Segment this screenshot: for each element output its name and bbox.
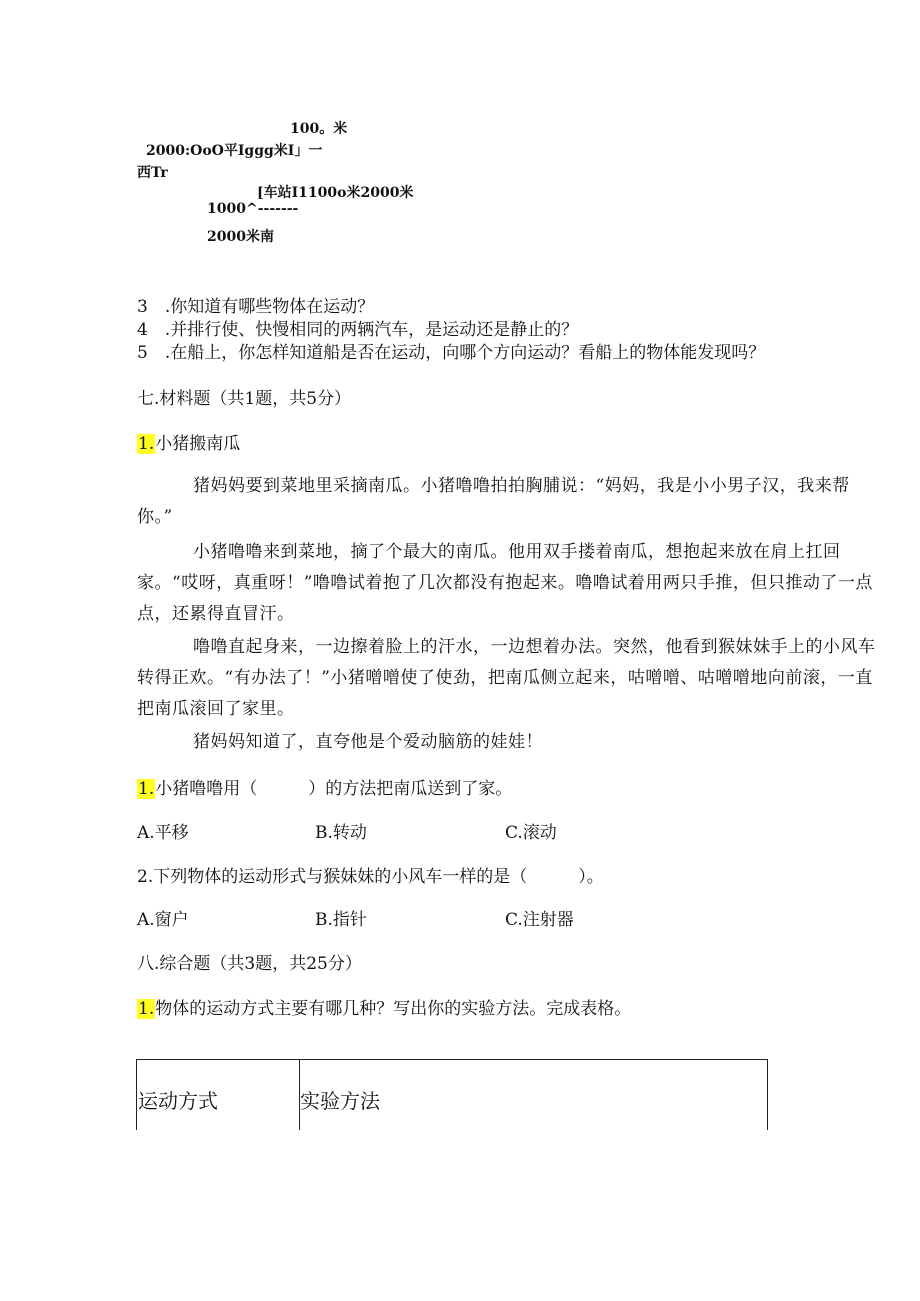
section-7-question-title: [137, 429, 240, 454]
map-label-station: [车站I1100o米2000米: [257, 185, 414, 201]
option-a: A.窗户: [137, 910, 189, 930]
map-label-2000: 2000:OoO平Iggg米I」一: [146, 143, 323, 159]
section-8-heading: 八.综合题（共3题，共25分）: [137, 954, 362, 974]
section-8-question-1: [137, 994, 631, 1019]
option-b: B.指针: [315, 910, 367, 930]
sub-question-2: 2.下列物体的运动形式与猴妹妹的小风车一样的是（ ）。: [137, 867, 604, 887]
question-number-highlight: 1.: [138, 779, 155, 799]
story-paragraph-3: 噜噜直起身来，一边擦着脸上的汗水，一边想着办法。突然，他看到猴妹妹手上的小风车转得正欢。“有办法了！”小猪噌噌使了使劲，把南瓜侧立起来，咕噌噌、咕噌噌地向前滚，一直把南瓜滚回了家里。: [137, 637, 876, 719]
question-number-highlight: 1.: [138, 999, 155, 1019]
option-c: C.注射器: [505, 910, 574, 930]
story-title: 小猪搬南瓜: [155, 434, 241, 454]
section-7-heading: 七.材料题（共1题，共5分）: [137, 389, 352, 409]
sub-question-1: [137, 774, 512, 799]
section-8-question-1-text: 物体的运动方式主要有哪几种？写出你的实验方法。完成表格。: [155, 999, 632, 1019]
table-header-motion-type: 运动方式: [138, 1089, 218, 1113]
map-label-100m: 100。米: [290, 121, 348, 137]
option-b: B.转动: [315, 823, 367, 843]
story-paragraph-4: 猪妈妈知道了，直夸他是个爱动脑筋的娃娃！: [193, 732, 543, 752]
map-label-south: 2000米南: [207, 229, 274, 245]
sub-question-1-text: 小猪噜噜用（ ）的方法把南瓜送到了家。: [155, 779, 513, 799]
option-c: C.滚动: [505, 823, 557, 843]
story-paragraph-2: 小猪噜噜来到菜地，摘了个最大的南瓜。他用双手搂着南瓜，想抱起来放在肩上扛回家。“哎呀，真重呀！”噜噜试着抱了几次都没有抱起来。噜噜试着用两只手推，但只推动了一点点，还累得直冒汗。: [137, 542, 873, 624]
question-4: 4 .并排行使、快慢相同的两辆汽车，是运动还是静止的？: [137, 320, 579, 340]
answer-table: [136, 1059, 768, 1130]
question-5: 5 .在船上，你怎样知道船是否在运动，向哪个方向运动？看船上的物体能发现吗？: [137, 343, 766, 363]
table-header-experiment-method: 实验方法: [300, 1089, 380, 1113]
option-a: A.平移: [137, 823, 189, 843]
question-number-highlight: 1.: [138, 434, 155, 454]
map-label-west: 西Tr: [137, 165, 168, 181]
map-label-1000: 1000^-------: [207, 201, 299, 217]
story-paragraph-1: 猪妈妈要到菜地里采摘南瓜。小猪噜噜拍拍胸脯说：“妈妈，我是小小男子汉，我来帮你。”: [137, 476, 850, 527]
question-3: 3 .你知道有哪些物体在运动？: [137, 297, 375, 317]
